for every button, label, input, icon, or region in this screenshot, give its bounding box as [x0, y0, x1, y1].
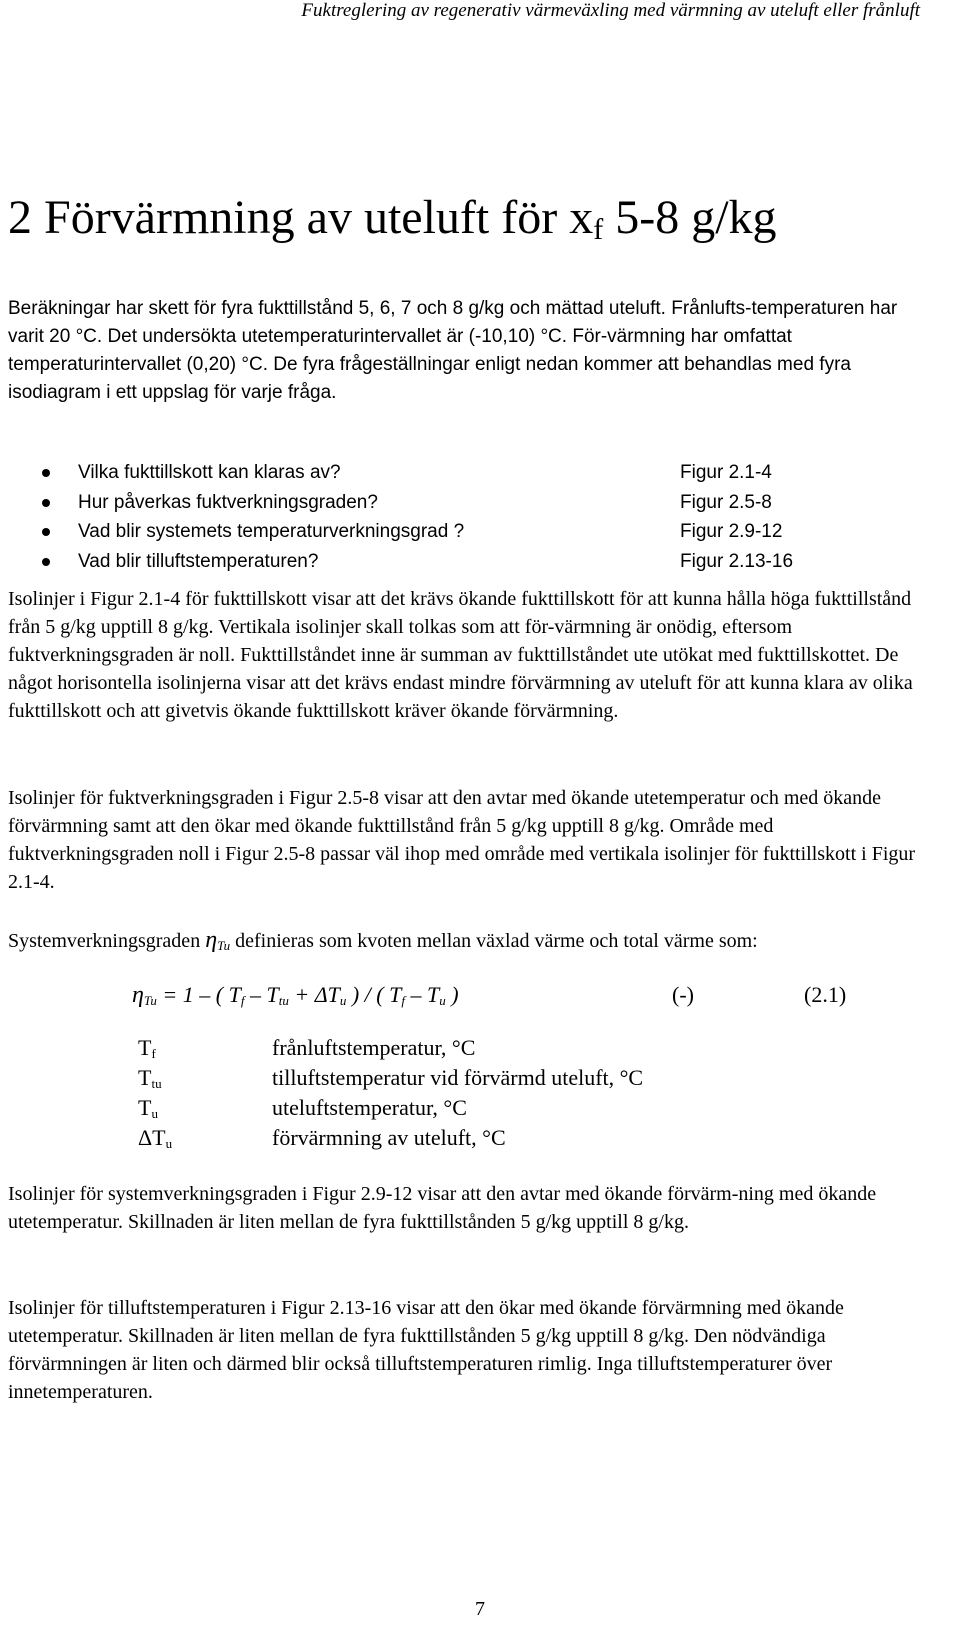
figure-reference: Figur 2.5-8	[680, 491, 772, 513]
symbol	[138, 1125, 172, 1152]
equation-part: )	[445, 982, 459, 1007]
chapter-title	[8, 190, 777, 258]
equation-2-1	[0, 975, 960, 1015]
subscript: u	[439, 993, 446, 1008]
eta-symbol: η	[132, 982, 144, 1008]
bullet-icon	[42, 499, 50, 507]
question-text: Vilka fukttillskott kan klaras av?	[78, 462, 341, 483]
equation-part: = 1 – ( T	[156, 982, 241, 1007]
paragraph-systemverkningsgrad-isolinjer: Isolinjer för systemverkningsgraden i Figur 2.9-12 visar att den avtar med ökande förvärm-ning med ökande utetemperatur. Skillnaden är liten mellan de fyra fukttillstånden 5 g/kg upptill 8 g/kg.	[8, 1183, 877, 1233]
symbol-letter: T	[138, 1065, 152, 1090]
question-text: Vad blir systemets temperaturverkningsgrad ?	[78, 521, 465, 542]
equation-part: – T	[244, 982, 279, 1007]
paragraph-tilluftstemperatur: Isolinjer för tilluftstemperaturen i Figur 2.13-16 visar att den ökar med ökande förvärmning med ökande utetemperatur. Skillnaden är liten mellan de fyra fukttillstånden 5 g/kg upptill 8 g/kg. Den nödvändiga förvärmningen är liten och därmed blir också tilluftstemperaturen rimlig. Inga tilluftstemperaturer över innetemperaturen.	[8, 1297, 844, 1403]
symbol-letter: T	[138, 1035, 152, 1060]
bullet-icon	[42, 558, 50, 566]
question-text: Hur påverkas fuktverkningsgraden?	[78, 491, 378, 513]
symbol-row	[0, 1035, 960, 1065]
equation-unit: (-)	[672, 982, 694, 1007]
symbol-row	[0, 1065, 960, 1095]
paragraph-systemverkningsgrad	[8, 926, 920, 960]
eta-symbol: η	[205, 927, 218, 953]
subscript: tu	[151, 1076, 162, 1091]
symbol-description: tilluftstemperatur vid förvärmd uteluft, °C	[272, 1065, 644, 1090]
subscript: u	[151, 1106, 158, 1121]
subscript: tu	[278, 993, 289, 1008]
equation-part: + ΔT	[288, 982, 340, 1007]
chapter-title-suffix: 5-8 g/kg	[603, 191, 777, 244]
intro-paragraph: Beräkningar har skett för fyra fukttillstånd 5, 6, 7 och 8 g/kg och mättad uteluft. Frånlufts-temperaturen har varit 20 °C. Det undersökta utetemperaturintervallet är (-10,10) °C. För-värmning har omfattat temperaturintervallet (0,20) °C. De fyra frågeställningar enligt nedan kommer att behandlas med fyra isodiagram i ett uppslag för varje fråga.	[8, 298, 898, 403]
symbol-description: frånluftstemperatur, °C	[272, 1035, 476, 1060]
symbol-row	[0, 1125, 960, 1155]
bullet-icon	[42, 528, 50, 536]
bullet-icon	[42, 469, 50, 477]
equation-part: ) / ( T	[346, 982, 402, 1007]
equation-part: – T	[404, 982, 440, 1007]
symbol	[138, 1035, 156, 1062]
question-item	[8, 547, 920, 577]
subscript: Tu	[143, 993, 157, 1008]
symbol-definitions	[0, 1035, 960, 1155]
subscript: f	[240, 993, 245, 1008]
symbol	[138, 1095, 158, 1122]
question-text: Vad blir tilluftstemperaturen?	[78, 550, 319, 572]
equation-number: (2.1)	[804, 982, 847, 1007]
page-number: 7	[475, 1598, 485, 1620]
running-header: Fuktreglering av regenerativ värmeväxling med värmning av uteluft eller frånluft	[301, 0, 920, 21]
figure-reference: Figur 2.13-16	[680, 550, 794, 572]
figure-reference: Figur 2.9-12	[680, 521, 783, 542]
question-item	[8, 458, 920, 488]
equation-expression	[132, 975, 459, 1021]
chapter-title-prefix: 2 Förvärmning av uteluft för x	[8, 191, 594, 244]
symbol-description: förvärmning av uteluft, °C	[272, 1125, 506, 1150]
paragraph-fuktverkningsgrad: Isolinjer för fuktverkningsgraden i Figur 2.5-8 visar att den avtar med ökande utetemperatur och med ökande förvärmning samt att den ökar med ökande fukttillstånd från 5 g/kg upptill 8 g/kg. Område med fuktverkningsgraden noll i Figur 2.5-8 passar väl ihop med område med vertikala isolinjer för fukttillskott i Figur 2.1-4.	[8, 787, 916, 893]
paragraph-fukttillskott: Isolinjer i Figur 2.1-4 för fukttillskott visar att det krävs ökande fukttillskott för att kunna hålla höga fukttillstånd från 5 g/kg upptill 8 g/kg. Vertikala isolinjer skall tolkas som att för-värmning är onödig, eftersom fuktverkningsgraden är noll. Fukttillståndet inne är summan av fukttillståndet ute utökat med fukttillskottet. De något horisontella isolinjerna visar att det krävs endast mindre förvärmning av uteluft för att kunna klara av olika fukttillskott och att givetvis ökande fukttillskott kräver ökande förvärmning.	[8, 588, 913, 722]
subscript: f	[401, 993, 405, 1008]
symbol-row	[0, 1095, 960, 1125]
symbol-letter: ΔT	[138, 1125, 166, 1150]
symbol-description: uteluftstemperatur, °C	[272, 1095, 467, 1120]
figure-reference: Figur 2.1-4	[680, 462, 772, 483]
paragraph-text: definieras som kvoten mellan växlad värme och total värme som:	[230, 930, 758, 952]
subscript: f	[151, 1046, 156, 1061]
subscript: u	[165, 1136, 173, 1151]
question-list	[8, 458, 920, 576]
paragraph-text: Systemverkningsgraden	[8, 930, 206, 952]
chapter-title-subscript: f	[593, 213, 604, 246]
symbol	[138, 1065, 162, 1092]
symbol-letter: T	[138, 1095, 152, 1120]
subscript: u	[339, 993, 347, 1008]
eta-subscript: Tu	[217, 938, 231, 953]
question-item	[8, 488, 920, 518]
question-item	[8, 517, 920, 547]
